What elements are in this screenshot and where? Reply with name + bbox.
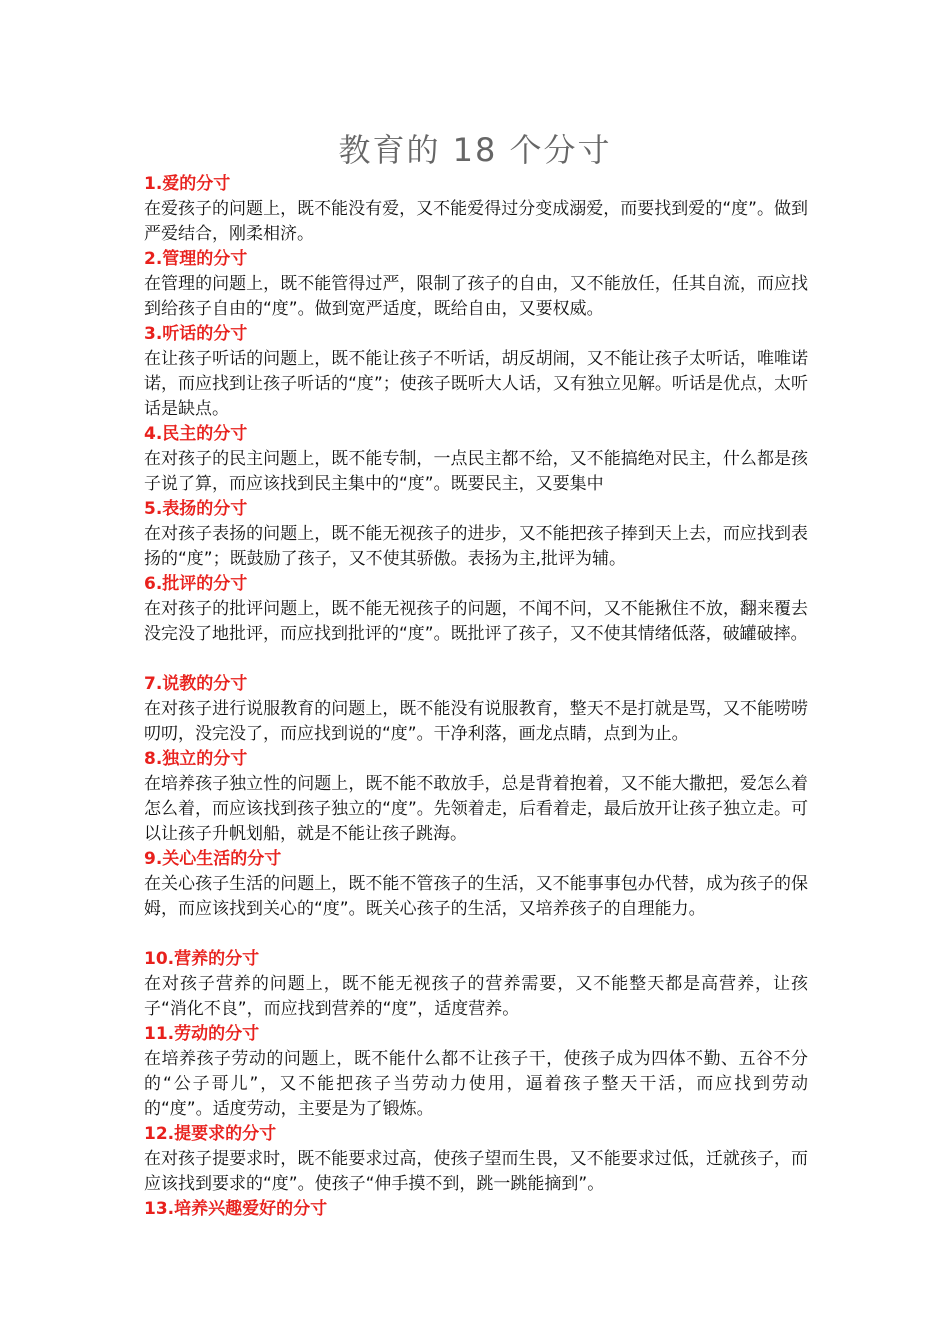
- section-heading-interests: 13.培养兴趣爱好的分寸: [144, 1199, 328, 1219]
- section-heading-care-for-life: 9.关心生活的分寸: [144, 849, 282, 869]
- section-heading-criticism: 6.批评的分寸: [144, 574, 248, 594]
- section-heading-nutrition: 10.营养的分寸: [144, 949, 260, 969]
- section-text-requirements: 在对孩子提要求时，既不能要求过高，使孩子望而生畏，又不能要求过低，迁就孩子，而应该找到要求的“度”。使孩子“伸手摸不到，跳一跳能摘到”。: [144, 1149, 808, 1194]
- section-heading-obedience: 3.听话的分寸: [144, 324, 248, 344]
- section-text-care-for-life: 在关心孩子生活的问题上，既不能不管孩子的生活，又不能事事包办代替，成为孩子的保姆，而应该找到关心的“度”。既关心孩子的生活，又培养孩子的自理能力。: [144, 874, 808, 919]
- section-text-nutrition: 在对孩子营养的问题上，既不能无视孩子的营养需要，又不能整天都是高营养，让孩子“消化不良”，而应找到营养的“度”，适度营养。: [144, 974, 808, 1019]
- section-heading-management: 2.管理的分寸: [144, 249, 248, 269]
- section-text-independence: 在培养孩子独立性的问题上，既不能不敢放手，总是背着抱着，又不能大撒把，爱怎么着怎么着，而应该找到孩子独立的“度”。先领着走，后看着走，最后放开让孩子独立走。可以让孩子升帆划船，就是不能让孩子跳海。: [144, 774, 808, 844]
- section-heading-praise: 5.表扬的分寸: [144, 499, 248, 519]
- document-body: [144, 172, 808, 1222]
- section-heading-preaching: 7.说教的分寸: [144, 674, 248, 694]
- section-heading-labor: 11.劳动的分寸: [144, 1024, 260, 1044]
- section-text-criticism: 在对孩子的批评问题上，既不能无视孩子的问题，不闻不问，又不能揪住不放，翻来覆去没完没了地批评，而应找到批评的“度”。既批评了孩子，又不使其情绪低落，破罐破摔。: [144, 599, 808, 644]
- section-text-praise: 在对孩子表扬的问题上，既不能无视孩子的进步，又不能把孩子捧到天上去，而应找到表扬的“度”；既鼓励了孩子，又不使其骄傲。表扬为主,批评为辅。: [144, 524, 808, 569]
- section-text-democracy: 在对孩子的民主问题上，既不能专制，一点民主都不给，又不能搞绝对民主，什么都是孩子说了算，而应该找到民主集中的“度”。既要民主，又要集中: [144, 449, 808, 494]
- document-title: 教育的 18 个分寸: [338, 131, 612, 169]
- section-text-management: 在管理的问题上，既不能管得过严，限制了孩子的自由，又不能放任，任其自流，而应找到给孩子自由的“度”。做到宽严适度，既给自由，又要权威。: [144, 274, 808, 319]
- section-heading-love: 1.爱的分寸: [144, 174, 231, 194]
- section-heading-democracy: 4.民主的分寸: [144, 424, 248, 444]
- section-heading-requirements: 12.提要求的分寸: [144, 1124, 277, 1144]
- section-text-love: 在爱孩子的问题上，既不能没有爱，又不能爱得过分变成溺爱，而要找到爱的“度”。做到严爱结合，刚柔相济。: [144, 199, 808, 244]
- section-text-preaching: 在对孩子进行说服教育的问题上，既不能没有说服教育，整天不是打就是骂，又不能唠唠叨叨，没完没了，而应找到说的“度”。干净利落，画龙点睛，点到为止。: [144, 699, 808, 744]
- section-text-labor: 在培养孩子劳动的问题上，既不能什么都不让孩子干，使孩子成为四体不勤、五谷不分的“公子哥儿”，又不能把孩子当劳动力使用，逼着孩子整天干活，而应找到劳动的“度”。适度劳动，主要是为了锻炼。: [144, 1049, 808, 1119]
- section-heading-independence: 8.独立的分寸: [144, 749, 248, 769]
- section-text-obedience: 在让孩子听话的问题上，既不能让孩子不听话，胡反胡闹，又不能让孩子太听话，唯唯诺诺，而应找到让孩子听话的“度”；使孩子既听大人话，又有独立见解。听话是优点，太听话是缺点。: [144, 349, 808, 419]
